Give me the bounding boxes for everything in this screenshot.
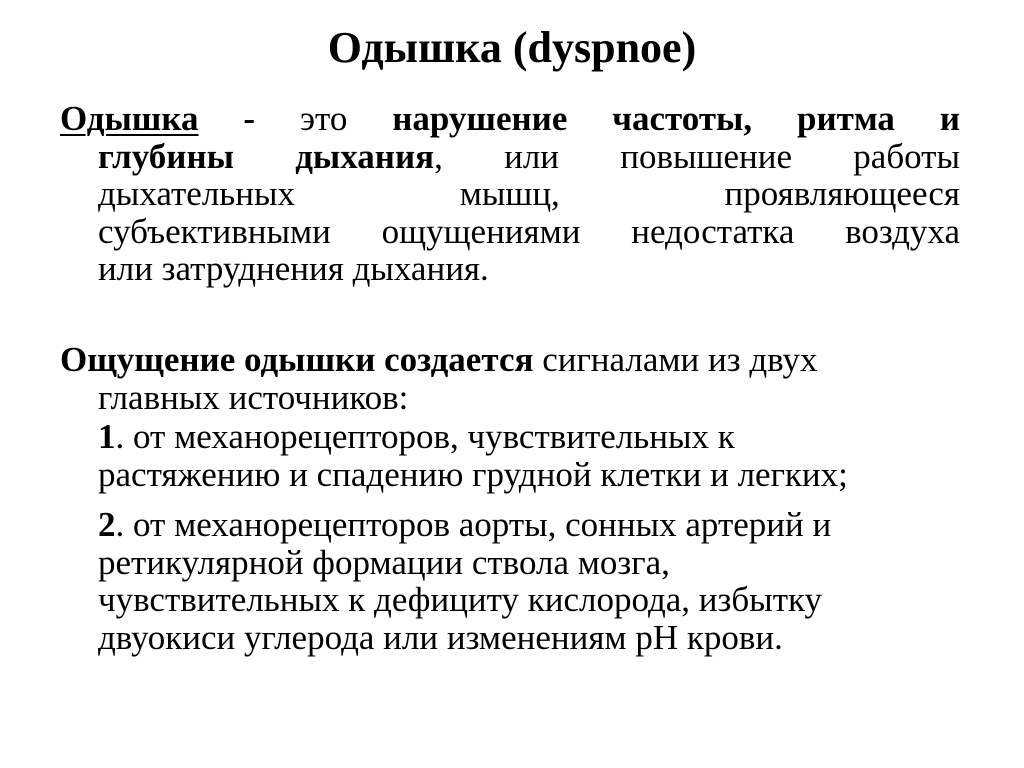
sensation-paragraph <box>60 341 960 416</box>
source-2-line-1-rest: . от механорецепторов аорты, сонных артерий и <box>115 505 832 544</box>
definition-line-2-rest: , или повышение работы <box>434 136 960 176</box>
definition-dash: - <box>198 99 300 138</box>
definition-is-word: это <box>299 99 348 138</box>
definition-line-2 <box>60 138 960 176</box>
sensation-bold-lead: Ощущение одышки создается <box>60 340 534 379</box>
source-1-line-1-rest: . от механорецепторов, чувствительных к <box>115 417 735 456</box>
source-2-line-1 <box>98 506 978 544</box>
definition-line-1 <box>60 100 960 138</box>
sensation-lead-rest: сигналами из двух <box>533 340 818 379</box>
definition-bold-line-1: нарушение частоты, ритма и <box>392 99 961 138</box>
source-1-line-1 <box>98 418 978 456</box>
source-2-line-2: ретикулярной формации ствола мозга, <box>98 542 670 582</box>
definition-bold-line-2: глубины дыхания <box>98 136 435 176</box>
definition-line-4: субъективными ощущениями недостатка воздуха <box>98 211 960 251</box>
sensation-line-2: главных источников: <box>98 377 409 417</box>
slide-title: Одышка (dyspnoe) <box>327 23 697 72</box>
source-2-number: 2 <box>98 505 116 544</box>
sensation-line-1 <box>60 341 960 379</box>
definition-paragraph <box>60 100 960 288</box>
source-2-line-4: двуокиси углерода или изменениям рН крови. <box>98 617 783 657</box>
definition-line-5: или затруднения дыхания. <box>98 249 489 288</box>
source-2-line-3: чувствительных к дефициту кислорода, избытку <box>98 580 822 619</box>
definition-term: Одышка <box>60 99 199 138</box>
definition-line-3: дыхательных мышц, проявляющееся <box>98 174 960 213</box>
source-item-1 <box>98 418 978 493</box>
source-item-2 <box>98 506 978 656</box>
source-1-line-2: растяжению и спадению грудной клетки и легких; <box>98 454 848 494</box>
source-1-number: 1 <box>98 417 116 456</box>
